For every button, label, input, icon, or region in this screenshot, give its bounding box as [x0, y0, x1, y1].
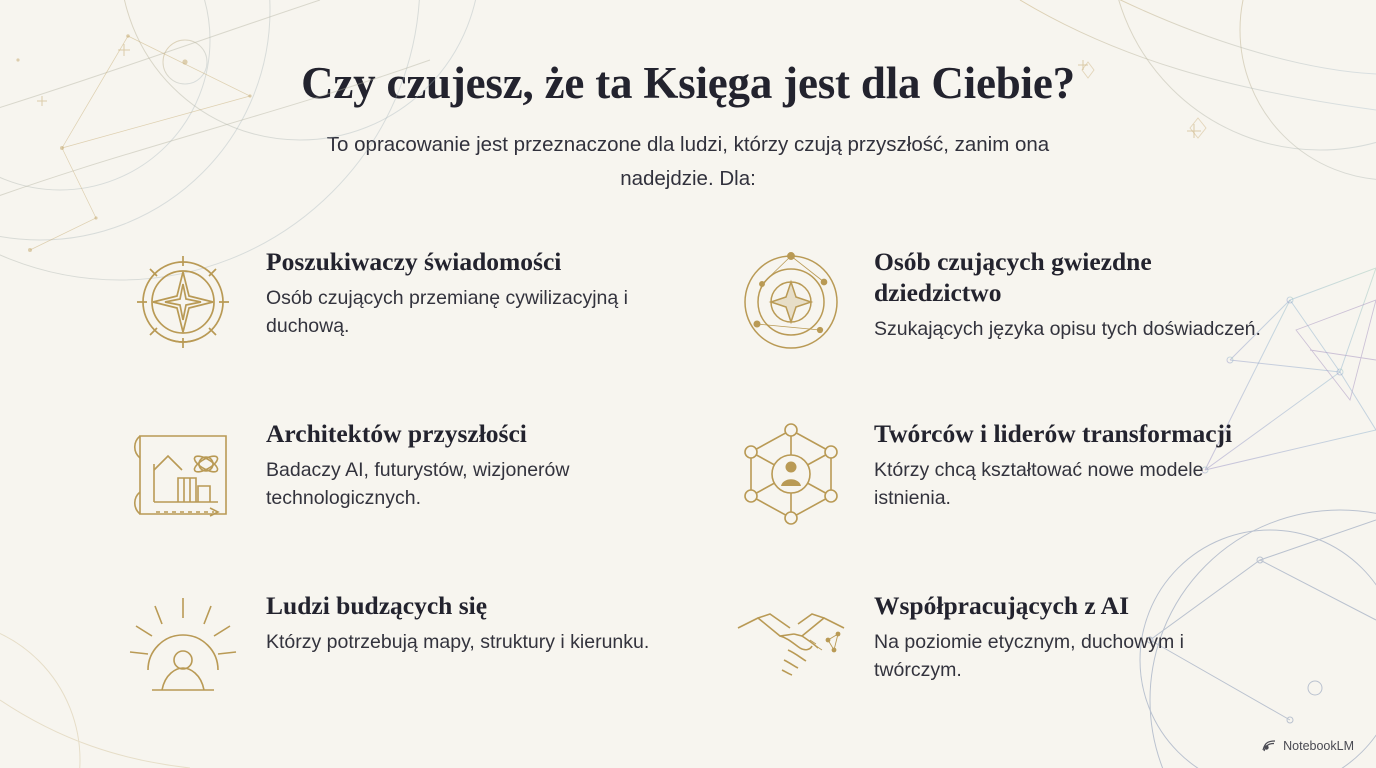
notebooklm-logo — [1261, 738, 1354, 754]
handshake-ai-icon — [726, 586, 856, 706]
audience-item-title: Współpracujących z AI — [874, 591, 1129, 620]
page-title: Czy czujesz, że ta Księga jest dla Ciebie? — [301, 58, 1075, 108]
compass-rose-icon — [118, 242, 248, 362]
audience-item — [726, 240, 1286, 412]
audience-item-title: Poszukiwaczy świadomości — [266, 247, 562, 276]
audience-item — [726, 584, 1286, 756]
page-subtitle: To opracowanie jest przeznaczone dla ludzi, którzy czują przyszłość, zanim ona nadejdzie. Dla: — [326, 133, 1050, 190]
blueprint-icon — [118, 414, 248, 534]
audience-item-title: Twórców i liderów transformacji — [874, 419, 1233, 448]
notebooklm-label: NotebookLM — [1283, 739, 1354, 753]
audience-item-title: Osób czujących gwiezdne dziedzictwo — [874, 247, 1152, 308]
audience-item-title: Architektów przyszłości — [266, 419, 527, 448]
audience-item — [118, 584, 726, 756]
audience-item-description: Na poziomie etycznym, duchowym i twórczym. — [874, 631, 1184, 682]
audience-item-description: Szukających języka opisu tych doświadczeń. — [874, 318, 1261, 341]
audience-item-description: Badaczy AI, futurystów, wizjonerów technologicznych. — [266, 459, 570, 510]
audience-item-description: Którzy potrzebują mapy, struktury i kierunku. — [266, 631, 650, 654]
audience-item — [118, 240, 726, 412]
sunrise-person-icon — [118, 586, 248, 706]
slide-header — [0, 0, 1376, 195]
notebooklm-icon — [1261, 738, 1277, 754]
audience-item-title: Ludzi budzących się — [266, 591, 488, 620]
network-person-icon — [726, 414, 856, 534]
audience-grid — [118, 240, 1286, 756]
audience-item — [726, 412, 1286, 584]
audience-item-description: Osób czujących przemianę cywilizacyjną i duchową. — [266, 287, 628, 338]
orbit-star-icon — [726, 242, 856, 362]
audience-item-description: Którzy chcą kształtować nowe modele istnienia. — [874, 459, 1204, 510]
audience-item — [118, 412, 726, 584]
